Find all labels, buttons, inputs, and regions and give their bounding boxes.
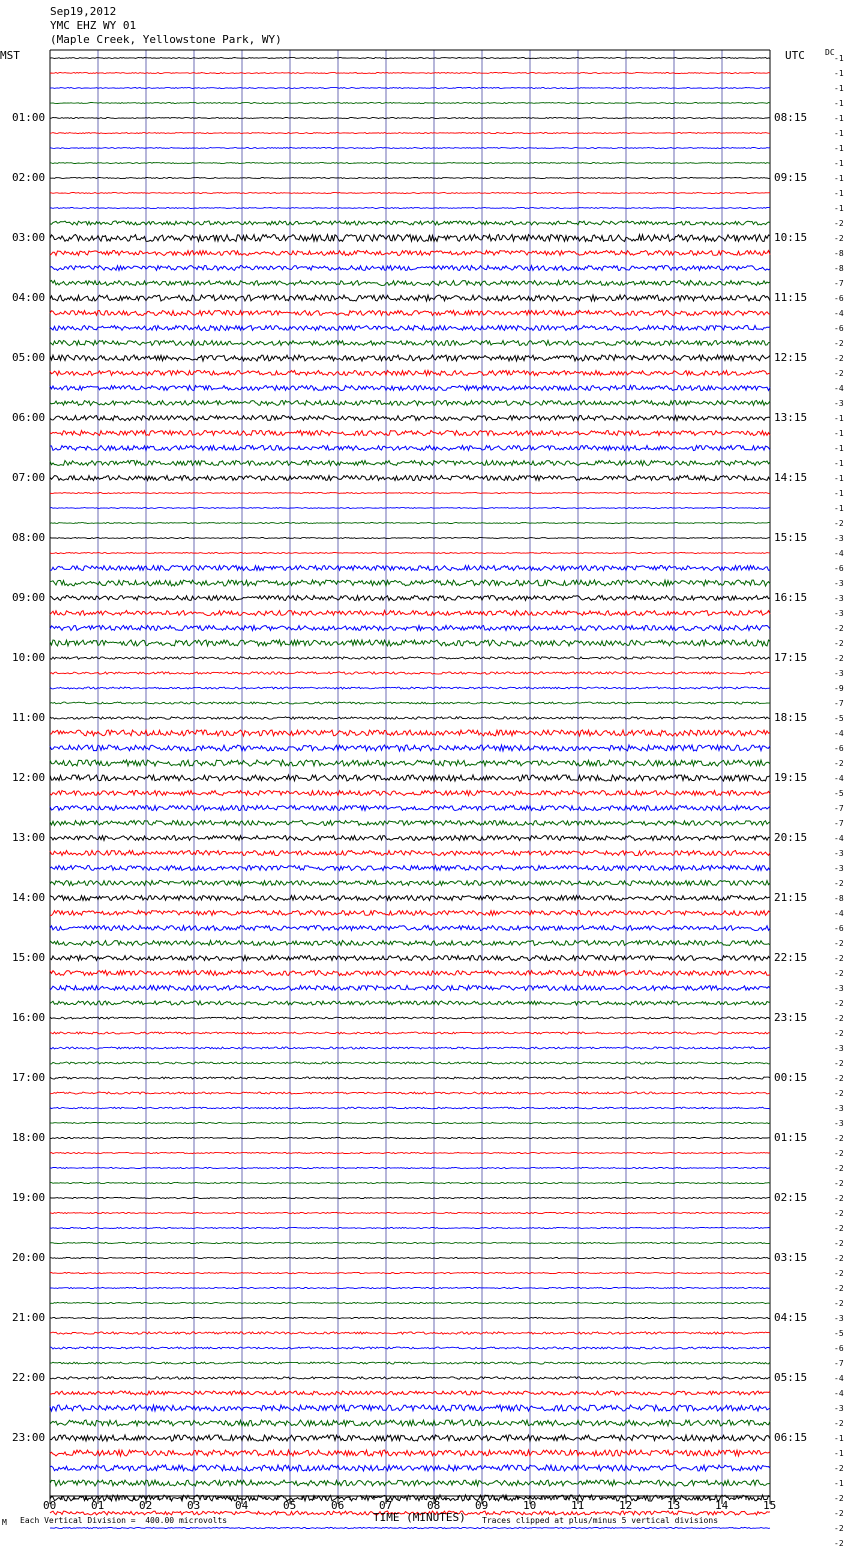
dc-offset-label: -1 xyxy=(834,144,844,153)
dc-offset-label: -3 xyxy=(834,609,844,618)
dc-offset-label: -2 xyxy=(834,519,844,528)
seismic-trace xyxy=(50,687,770,689)
seismic-trace xyxy=(50,88,770,89)
x-tick-label: 03 xyxy=(187,1499,201,1512)
mst-hour-label: 09:00 xyxy=(12,591,46,604)
dc-offset-label: -4 xyxy=(834,309,844,318)
dc-offset-label: -9 xyxy=(834,684,844,693)
seismic-trace xyxy=(50,1062,770,1064)
dc-offset-label: -2 xyxy=(834,1239,844,1248)
seismic-trace xyxy=(50,553,770,554)
footer-scale-note: Each Vertical Division = 400.00 microvolts xyxy=(20,1516,228,1525)
utc-hour-label: 13:15 xyxy=(774,411,808,424)
mst-hour-label: 19:00 xyxy=(12,1191,46,1204)
seismic-trace xyxy=(50,1152,770,1153)
seismic-trace xyxy=(50,1107,770,1109)
x-tick-label: 12 xyxy=(619,1499,633,1512)
seismic-trace xyxy=(50,566,770,571)
dc-offset-label: -2 xyxy=(834,369,844,378)
seismic-trace xyxy=(50,311,770,316)
dc-offset-label: -3 xyxy=(834,1119,844,1128)
seismic-trace xyxy=(50,881,770,886)
seismic-trace xyxy=(50,148,770,149)
seismic-trace xyxy=(50,401,770,406)
seismic-trace xyxy=(50,1332,770,1334)
dc-offset-label: -8 xyxy=(834,264,844,273)
dc-offset-label: -2 xyxy=(834,354,844,363)
mst-hour-label: 21:00 xyxy=(12,1311,46,1324)
dc-offset-label: -2 xyxy=(834,1464,844,1473)
mst-hour-label: 20:00 xyxy=(12,1251,46,1264)
dc-offset-label: -3 xyxy=(834,669,844,678)
dc-offset-label: -1 xyxy=(834,474,844,483)
x-tick-label: 13 xyxy=(667,1499,681,1512)
seismic-trace xyxy=(50,1077,770,1079)
mst-hour-label: 06:00 xyxy=(12,411,46,424)
dc-offset-label: -2 xyxy=(834,624,844,633)
dc-offset-label: -2 xyxy=(834,234,844,243)
seismic-trace xyxy=(50,476,770,481)
utc-hour-label: 15:15 xyxy=(774,531,808,544)
dc-offset-label: -2 xyxy=(834,879,844,888)
dc-offset-label: -2 xyxy=(834,1014,844,1023)
mst-hour-label: 08:00 xyxy=(12,531,46,544)
mst-hour-label: 14:00 xyxy=(12,891,46,904)
x-tick-label: 10 xyxy=(523,1499,537,1512)
seismic-trace xyxy=(50,371,770,376)
seismic-trace xyxy=(50,760,770,766)
dc-offset-label: -3 xyxy=(834,399,844,408)
seismic-trace xyxy=(50,1465,770,1471)
dc-offset-label: -2 xyxy=(834,1509,844,1518)
seismic-trace xyxy=(50,1197,770,1198)
dc-offset-label: -4 xyxy=(834,384,844,393)
dc-offset-label: -3 xyxy=(834,1314,844,1323)
dc-offset-label: -4 xyxy=(834,834,844,843)
dc-offset-label: -1 xyxy=(834,459,844,468)
dc-offset-label: -1 xyxy=(834,129,844,138)
dc-offset-label: -3 xyxy=(834,984,844,993)
dc-offset-label: -3 xyxy=(834,1044,844,1053)
dc-offset-label: -2 xyxy=(834,954,844,963)
seismic-trace xyxy=(50,911,770,916)
seismic-trace xyxy=(50,745,770,751)
utc-hour-label: 22:15 xyxy=(774,951,808,964)
seismic-trace xyxy=(50,672,770,674)
seismic-trace xyxy=(50,1347,770,1349)
x-tick-label: 01 xyxy=(91,1499,105,1512)
seismic-trace xyxy=(50,596,770,601)
mst-hour-label: 12:00 xyxy=(12,771,46,784)
seismic-trace xyxy=(50,1092,770,1094)
seismic-trace xyxy=(50,806,770,811)
seismic-trace xyxy=(50,1017,770,1019)
utc-hour-label: 06:15 xyxy=(774,1431,808,1444)
seismic-trace xyxy=(50,926,770,931)
utc-hour-label: 04:15 xyxy=(774,1311,808,1324)
seismic-trace xyxy=(50,1302,770,1303)
dc-offset-label: -4 xyxy=(834,549,844,558)
dc-offset-label: -1 xyxy=(834,159,844,168)
seismic-trace xyxy=(50,730,770,736)
utc-hour-label: 21:15 xyxy=(774,891,808,904)
seismic-trace xyxy=(50,446,770,451)
seismic-trace xyxy=(50,1391,770,1395)
x-tick-label: 06 xyxy=(331,1499,345,1512)
dc-offset-label: -2 xyxy=(834,939,844,948)
dc-offset-label: -1 xyxy=(834,204,844,213)
x-tick-label: 05 xyxy=(283,1499,297,1512)
utc-hour-label: 05:15 xyxy=(774,1371,808,1384)
utc-hour-label: 03:15 xyxy=(774,1251,808,1264)
seismic-trace xyxy=(50,1167,770,1168)
seismic-trace xyxy=(50,941,770,946)
seismic-trace xyxy=(50,1405,770,1411)
utc-hour-label: 18:15 xyxy=(774,711,808,724)
seismic-trace xyxy=(50,640,770,646)
seismic-trace xyxy=(50,1122,770,1123)
dc-offset-label: -4 xyxy=(834,729,844,738)
seismic-trace xyxy=(50,73,770,74)
seismic-trace xyxy=(50,355,770,361)
seismic-trace xyxy=(50,251,770,256)
dc-offset-label: -7 xyxy=(834,279,844,288)
mst-hour-label: 04:00 xyxy=(12,291,46,304)
seismic-trace xyxy=(50,386,770,391)
dc-offset-label: -2 xyxy=(834,219,844,228)
utc-hour-label: 01:15 xyxy=(774,1131,808,1144)
utc-hour-label: 19:15 xyxy=(774,771,808,784)
dc-offset-label: -2 xyxy=(834,1134,844,1143)
seismic-trace xyxy=(50,657,770,659)
seismic-trace xyxy=(50,416,770,421)
mst-hour-label: 13:00 xyxy=(12,831,46,844)
dc-offset-label: -6 xyxy=(834,294,844,303)
seismic-trace xyxy=(50,1480,770,1486)
seismic-trace xyxy=(50,1257,770,1258)
mst-hour-label: 03:00 xyxy=(12,231,46,244)
seismic-trace xyxy=(50,1137,770,1138)
dc-offset-label: -2 xyxy=(834,1419,844,1428)
seismic-trace xyxy=(50,221,770,225)
dc-offset-label: -2 xyxy=(834,1059,844,1068)
dc-offset-label: -2 xyxy=(834,1494,844,1503)
utc-hour-label: 11:15 xyxy=(774,291,808,304)
seismic-trace xyxy=(50,295,770,301)
dc-offset-label: -1 xyxy=(834,489,844,498)
seismic-trace xyxy=(50,1032,770,1034)
dc-offset-label: -2 xyxy=(834,1029,844,1038)
dc-offset-label: -1 xyxy=(834,69,844,78)
utc-hour-label: 12:15 xyxy=(774,351,808,364)
mst-hour-label: 18:00 xyxy=(12,1131,46,1144)
dc-offset-label: -5 xyxy=(834,1329,844,1338)
utc-hour-label: 20:15 xyxy=(774,831,808,844)
mst-axis-label: MST xyxy=(0,49,20,62)
utc-hour-label: 17:15 xyxy=(774,651,808,664)
x-tick-label: 07 xyxy=(379,1499,393,1512)
dc-offset-label: -4 xyxy=(834,774,844,783)
dc-offset-label: -8 xyxy=(834,249,844,258)
seismic-trace xyxy=(50,1435,770,1441)
dc-offset-label: -1 xyxy=(834,174,844,183)
dc-offset-label: -8 xyxy=(834,894,844,903)
dc-offset-label: -7 xyxy=(834,699,844,708)
dc-offset-label: -1 xyxy=(834,84,844,93)
utc-hour-label: 10:15 xyxy=(774,231,808,244)
utc-hour-label: 00:15 xyxy=(774,1071,808,1084)
x-tick-label: 04 xyxy=(235,1499,249,1512)
dc-offset-label: -2 xyxy=(834,1524,844,1533)
dc-offset-label: -2 xyxy=(834,654,844,663)
station-code: YMC EHZ WY 01 xyxy=(50,19,137,32)
seismic-trace xyxy=(50,431,770,436)
dc-offset-label: -3 xyxy=(834,864,844,873)
seismic-trace xyxy=(50,341,770,346)
mst-hour-label: 10:00 xyxy=(12,651,46,664)
dc-offset-label: -7 xyxy=(834,819,844,828)
mst-hour-label: 16:00 xyxy=(12,1011,46,1024)
dc-offset-label: -5 xyxy=(834,714,844,723)
seismic-trace xyxy=(50,1227,770,1228)
mst-hour-label: 07:00 xyxy=(12,471,46,484)
seismic-trace xyxy=(50,281,770,286)
seismic-trace xyxy=(50,1001,770,1005)
seismic-trace xyxy=(50,461,770,466)
seismic-trace xyxy=(50,235,770,242)
utc-hour-label: 14:15 xyxy=(774,471,808,484)
dc-offset-label: -1 xyxy=(834,114,844,123)
dc-offset-label: -2 xyxy=(834,1074,844,1083)
dc-offset-label: -5 xyxy=(834,789,844,798)
seismic-trace xyxy=(50,775,770,781)
dc-offset-label: -2 xyxy=(834,1539,844,1548)
dc-offset-label: -1 xyxy=(834,504,844,513)
dc-offset-label: -7 xyxy=(834,1359,844,1368)
seismic-trace xyxy=(50,1182,770,1183)
x-tick-label: 14 xyxy=(715,1499,729,1512)
dc-offset-label: -1 xyxy=(834,414,844,423)
seismic-trace xyxy=(50,523,770,524)
seismic-trace xyxy=(50,1212,770,1213)
seismic-trace xyxy=(50,896,770,901)
dc-offset-label: -2 xyxy=(834,1254,844,1263)
dc-offset-label: -4 xyxy=(834,1374,844,1383)
dc-offset-label: -1 xyxy=(834,1479,844,1488)
utc-axis-label: UTC xyxy=(785,49,805,62)
mst-hour-label: 15:00 xyxy=(12,951,46,964)
dc-offset-label: -1 xyxy=(834,1449,844,1458)
seismic-trace xyxy=(50,956,770,961)
seismic-trace xyxy=(50,1317,770,1318)
seismic-trace xyxy=(50,1450,770,1456)
seismic-trace xyxy=(50,208,770,209)
dc-offset-label: -6 xyxy=(834,924,844,933)
x-axis-title: TIME (MINUTES) xyxy=(373,1511,466,1524)
x-tick-label: 00 xyxy=(43,1499,57,1512)
mst-hour-label: 23:00 xyxy=(12,1431,46,1444)
dc-offset-label: -3 xyxy=(834,534,844,543)
dc-offset-label: -6 xyxy=(834,1344,844,1353)
station-location: (Maple Creek, Yellowstone Park, WY) xyxy=(50,33,282,46)
seismic-trace xyxy=(50,626,770,631)
dc-offset-label: -4 xyxy=(834,909,844,918)
mst-hour-label: 05:00 xyxy=(12,351,46,364)
seismic-trace xyxy=(50,866,770,871)
seismic-trace xyxy=(50,821,770,826)
mst-hour-label: 02:00 xyxy=(12,171,46,184)
dc-offset-label: -2 xyxy=(834,1149,844,1158)
dc-offset-label: -2 xyxy=(834,1269,844,1278)
seismic-trace xyxy=(50,971,770,976)
seismic-trace xyxy=(50,791,770,796)
mst-hour-label: 11:00 xyxy=(12,711,46,724)
dc-offset-label: -2 xyxy=(834,1284,844,1293)
dc-label: DC xyxy=(825,48,835,57)
dc-offset-label: -2 xyxy=(834,1164,844,1173)
dc-offset-label: -3 xyxy=(834,579,844,588)
dc-offset-label: -1 xyxy=(834,444,844,453)
utc-hour-label: 09:15 xyxy=(774,171,808,184)
dc-offset-label: -2 xyxy=(834,1224,844,1233)
seismic-trace xyxy=(50,1047,770,1049)
utc-hour-label: 16:15 xyxy=(774,591,808,604)
x-tick-label: 15 xyxy=(763,1499,777,1512)
dc-offset-label: -1 xyxy=(834,429,844,438)
seismic-trace xyxy=(50,836,770,841)
dc-offset-label: -1 xyxy=(834,99,844,108)
dc-offset-label: -2 xyxy=(834,969,844,978)
dc-offset-label: -2 xyxy=(834,639,844,648)
seismic-trace xyxy=(50,851,770,856)
seismic-trace xyxy=(50,58,770,59)
dc-offset-label: -7 xyxy=(834,804,844,813)
chart-date: Sep19,2012 xyxy=(50,5,117,18)
seismic-trace xyxy=(50,611,770,616)
seismic-trace xyxy=(50,1362,770,1364)
x-tick-label: 08 xyxy=(427,1499,441,1512)
dc-offset-label: -2 xyxy=(834,999,844,1008)
dc-offset-label: -1 xyxy=(834,54,844,63)
dc-offset-label: -3 xyxy=(834,1104,844,1113)
dc-offset-label: -2 xyxy=(834,1089,844,1098)
mst-hour-label: 17:00 xyxy=(12,1071,46,1084)
corner-mark: M xyxy=(2,1518,7,1527)
seismic-trace xyxy=(50,103,770,104)
seismic-trace xyxy=(50,163,770,164)
dc-offset-label: -2 xyxy=(834,1299,844,1308)
dc-offset-label: -2 xyxy=(834,1179,844,1188)
seismic-trace xyxy=(50,493,770,494)
seismic-trace xyxy=(50,266,770,271)
seismic-trace xyxy=(50,702,770,704)
seismic-trace xyxy=(50,986,770,991)
dc-offset-label: -4 xyxy=(834,1389,844,1398)
seismic-trace xyxy=(50,717,770,719)
seismic-trace xyxy=(50,1377,770,1379)
utc-hour-label: 02:15 xyxy=(774,1191,808,1204)
footer-clip-note: Traces clipped at plus/minus 5 vertical divisions xyxy=(482,1516,719,1525)
seismic-trace xyxy=(50,133,770,134)
dc-offset-label: -6 xyxy=(834,744,844,753)
x-tick-label: 02 xyxy=(139,1499,153,1512)
dc-offset-label: -2 xyxy=(834,759,844,768)
dc-offset-label: -3 xyxy=(834,594,844,603)
x-tick-label: 11 xyxy=(571,1499,585,1512)
utc-hour-label: 08:15 xyxy=(774,111,808,124)
dc-offset-label: -3 xyxy=(834,849,844,858)
seismic-trace xyxy=(50,1242,770,1243)
seismic-trace xyxy=(50,1420,770,1426)
seismic-trace xyxy=(50,326,770,331)
seismic-trace xyxy=(50,580,770,586)
dc-offset-label: -6 xyxy=(834,564,844,573)
seismic-trace xyxy=(50,1272,770,1273)
dc-offset-label: -1 xyxy=(834,1434,844,1443)
dc-offset-label: -3 xyxy=(834,1404,844,1413)
dc-offset-label: -2 xyxy=(834,1194,844,1203)
seismic-trace xyxy=(50,508,770,509)
utc-hour-label: 23:15 xyxy=(774,1011,808,1024)
seismic-trace xyxy=(50,193,770,194)
seismic-trace xyxy=(50,178,770,179)
dc-offset-label: -2 xyxy=(834,339,844,348)
dc-offset-label: -1 xyxy=(834,189,844,198)
mst-hour-label: 01:00 xyxy=(12,111,46,124)
seismic-trace xyxy=(50,1287,770,1288)
dc-offset-label: -6 xyxy=(834,324,844,333)
seismic-trace xyxy=(50,118,770,119)
seismic-trace xyxy=(50,1527,770,1528)
dc-offset-label: -2 xyxy=(834,1209,844,1218)
mst-hour-label: 22:00 xyxy=(12,1371,46,1384)
seismic-trace xyxy=(50,538,770,539)
x-tick-label: 09 xyxy=(475,1499,489,1512)
